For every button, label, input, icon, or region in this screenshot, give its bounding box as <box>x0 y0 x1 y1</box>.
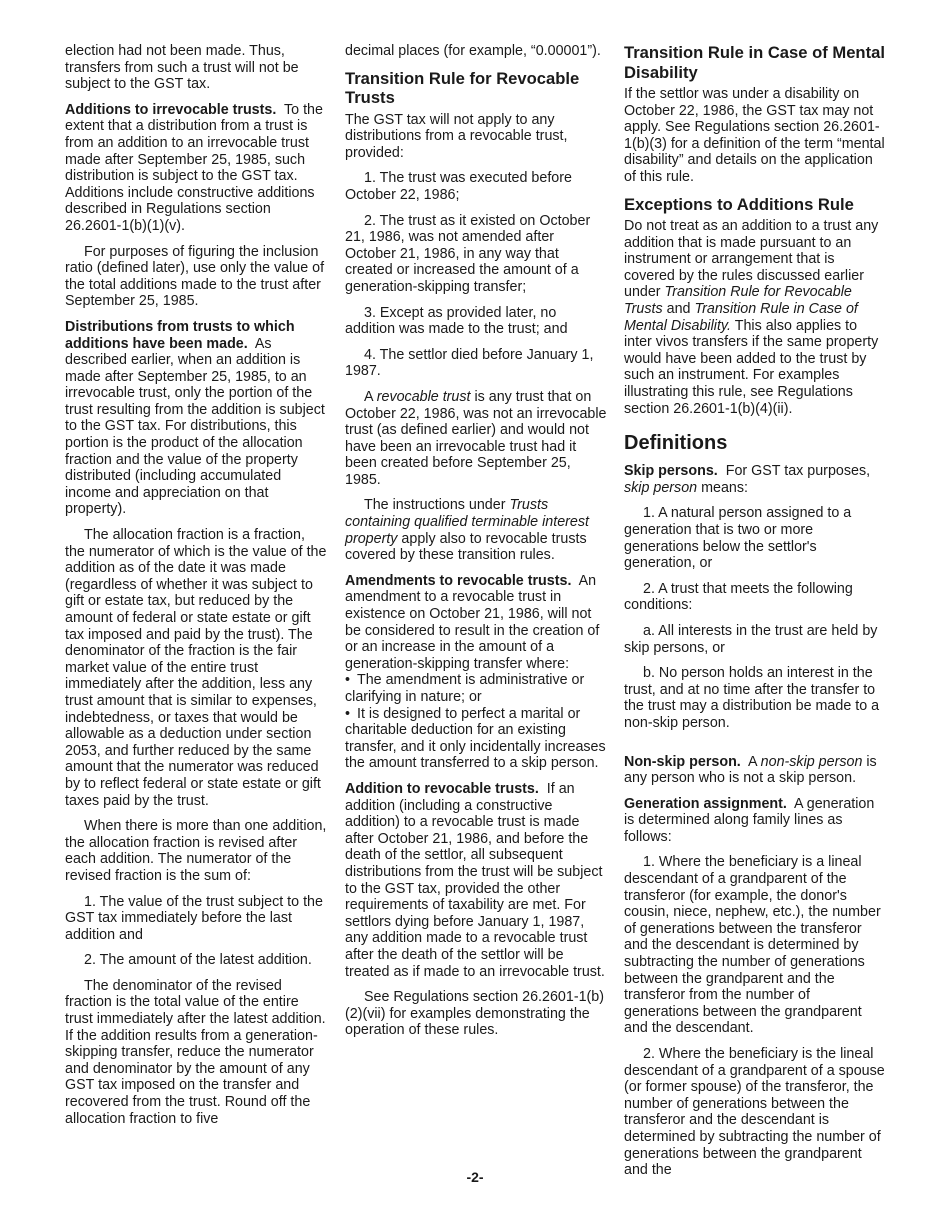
paragraph: Amendments to revocable trusts. An amendment to a revocable trust in existence on October 21, 1986, will not be considered to result in the creation of or an increase in the amount of a generation-skipping transfer where: <box>345 572 600 672</box>
paragraph: decimal places (for example, “0.00001”). <box>345 43 601 59</box>
run-in-heading: Non-skip person. <box>624 753 741 770</box>
list-item: 1. A natural person assigned to a generation that is two or more generations below the settlor's generation, or <box>624 505 852 572</box>
paragraph: Skip persons. For GST tax purposes, skip person means: <box>624 463 871 496</box>
list-item: 2. Where the beneficiary is the lineal descendant of a grandparent of a spouse (or former spouse) of the transferor, the number of generations between the transferor and the descendant is determined by subtracting the number of generations between the grandparent and the <box>624 1046 885 1179</box>
section-heading: Transition Rule in Case of Mental Disability <box>624 43 885 82</box>
paragraph: Do not treat as an addition to a trust any addition that is made pursuant to an instrument or arrangement that is covered by the rules discussed earlier under Transition Rule for Revocable Trusts and Transition Rule in Case of Mental Disability. This also applies to inter vivos transfers if the same property would have been added to the trust by such an instrument. For examples illustrating this rule, see Regulations section 26.2601-1(b)(4)(ii). <box>624 218 879 417</box>
run-in-heading: Addition to revocable trusts. <box>345 780 539 797</box>
paragraph: For purposes of figuring the inclusion ratio (defined later), use only the value of the total additions made to the trust after September 25, 1985. <box>65 243 325 310</box>
section-heading: Transition Rule for Revocable Trusts <box>345 68 580 108</box>
list-item: 3. Except as provided later, no addition was made to the trust; and <box>345 304 568 338</box>
paragraph: See Regulations section 26.2601-1(b)(2)(vii) for examples demonstrating the operation of these rules. <box>345 989 605 1039</box>
column-middle <box>345 43 607 1048</box>
page-number: -2- <box>466 1169 484 1185</box>
paragraph: The denominator of the revised fraction is the total value of the entire trust immediately after the latest addition. If the addition results from a generation-skipping transfer, reduce the numerator and denominator by the amount of any GST tax imposed on the transfer and recovered from the trust. Round off the allocation fraction to five <box>65 977 326 1127</box>
list-item: 2. A trust that meets the following conditions: <box>624 580 853 614</box>
paragraph: Distributions from trusts to which additions have been made. As described earlier, when an addition is made after September 25, 1985, to an irrevocable trust, only the portion of the trust resulting from the addition is subject to the GST tax. For distributions, this portion is the product of the allocation fraction and the value of the property distributed (including accumulated income and appreciation on that property). <box>65 318 325 518</box>
list-item: 1. The trust was executed before October 22, 1986; <box>345 170 572 203</box>
paragraph: When there is more than one addition, the allocation fraction is revised after each addition. The numerator of the revised fraction is the sum of: <box>65 818 327 884</box>
run-in-heading: Distributions from trusts to which additions have been made. <box>65 318 295 352</box>
paragraph: election had not been made. Thus, transfers from such a trust will not be subject to the GST tax. <box>65 43 299 93</box>
paragraph: The allocation fraction is a fraction, the numerator of which is the value of the addition as of the date it was made (regardless of whether it was subject to gift or estate tax, but reduced by the amount of federal or state estate or gift tax imposed and paid by the trust). The denominator of the fraction is the fair market value of the entire trust immediately after the addition, less any trust amount that is similar to expenses, indebtedness, or taxes that would be allowable as a deduction under section 2053, and further reduced by the same amount that the numerator was reduced by to reflect federal or state estate or gift taxes paid by the trust. <box>65 527 327 809</box>
list-item: a. All interests in the trust are held by skip persons, or <box>624 622 878 656</box>
paragraph: Generation assignment. A generation is determined along family lines as follows: <box>624 795 875 845</box>
list-item: 4. The settlor died before January 1, 1987. <box>345 346 594 380</box>
run-in-heading: Generation assignment. <box>624 795 787 812</box>
list-item: 2. The trust as it existed on October 21, 1986, was not amended after October 21, 1986, in any way that created or increased the amount of a generation-skipping transfer; <box>345 212 591 295</box>
column-left <box>65 43 327 1136</box>
run-in-heading: Skip persons. <box>624 463 718 480</box>
paragraph: If the settlor was under a disability on October 22, 1986, the GST tax may not apply. See Regulations section 26.2601-1(b)(3) for a definition of the term “mental disability” and details on the application of this rule. <box>624 86 885 185</box>
major-heading: Definitions <box>624 432 728 455</box>
paragraph: Non-skip person. A non-skip person is any person who is not a skip person. <box>624 753 877 787</box>
list-item: b. No person holds an interest in the trust, and at no time after the transfer to the trust may a distribution be made to a non-skip person. <box>624 665 880 731</box>
paragraph: The instructions under Trusts containing qualified terminable interest property apply also to revocable trusts covered by these transition rules. <box>345 497 589 564</box>
bullet-item: • The amendment is administrative or clarifying in nature; or <box>345 672 585 705</box>
bullet-icon: • <box>345 705 351 722</box>
paragraph: Additions to irrevocable trusts. To the extent that a distribution from a trust is from an addition to an irrevocable trust made after September 25, 1985, such distribution is subject to the GST tax. Additions include constructive additions described in Regulations section 26.2601-1(b)(1)(v). <box>65 101 323 234</box>
paragraph: Addition to revocable trusts. If an addition (including a constructive addition) to a revocable trust is made after October 21, 1986, and before the death of the settlor, all subsequent distributions from the trust will be subject to the GST tax, provided the other requirements of taxability are met. For settlors dying before January 1, 1987, any addition made to a revocable trust after the death of the settlor will be treated as if made to an irrevocable trust. <box>345 780 605 980</box>
paragraph: The GST tax will not apply to any distributions from a revocable trust, provided: <box>345 111 568 161</box>
run-in-heading: Amendments to revocable trusts. <box>345 572 572 589</box>
bullet-item: • It is designed to perfect a marital or charitable deduction for an existing transfer, and it only incidentally increases the amount transferred to a skip person. <box>345 705 606 772</box>
section-heading: Exceptions to Additions Rule <box>624 194 854 214</box>
list-item: 2. The amount of the latest addition. <box>84 952 312 969</box>
paragraph: A revocable trust is any trust that on October 22, 1986, was not an irrevocable trust (as defined earlier) and would not have been an irrevocable trust had it been created before September 25, 1985. <box>345 388 607 488</box>
bullet-icon: • <box>345 672 351 689</box>
column-right <box>624 43 886 1188</box>
list-item: 1. The value of the trust subject to the GST tax immediately before the last addition and <box>65 893 323 943</box>
list-item: 1. Where the beneficiary is a lineal descendant of a grandparent of the transferor (for example, the donor's cousin, niece, nephew, etc.), the number of generations between the transferor and the descendant is determined by subtracting the number of generations between the grandparent and the transferor from the number of generations between the grandparent and the descendant. <box>624 854 881 1037</box>
run-in-heading: Additions to irrevocable trusts. <box>65 101 277 118</box>
